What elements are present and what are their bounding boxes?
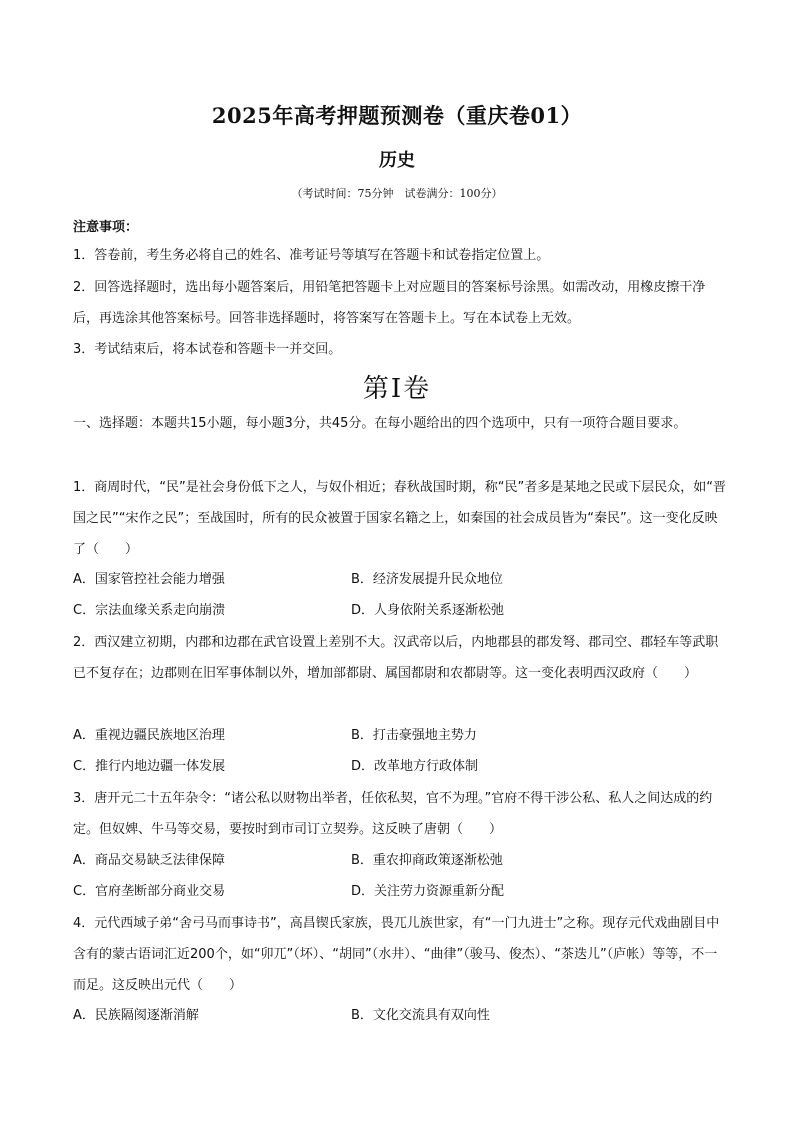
question-4-options-row-1 — [73, 1000, 728, 1031]
question-1-option-a[interactable]: A．国家管控社会能力增强 — [73, 572, 225, 587]
question-4-option-a[interactable]: A．民族隔阂逐渐消解 — [73, 1008, 199, 1023]
section-intro: 一、选择题：本题共15小题，每小题3分，共45分。在每小题给出的四个选项中，只有一项符合题目要求。 — [73, 416, 687, 431]
question-3-option-a[interactable]: A．商品交易缺乏法律保障 — [73, 853, 225, 868]
question-1-option-b[interactable]: B．经济发展提升民众地位 — [351, 572, 503, 587]
notice-title: 注意事项： — [73, 220, 139, 235]
question-2-options-row-2 — [73, 751, 728, 782]
question-4-option-b[interactable]: B．文化交流具有双向性 — [351, 1008, 490, 1023]
question-1-options-row-2 — [73, 595, 728, 626]
exam-info: （考试时间：75分钟 试卷满分：100分） — [291, 187, 503, 200]
question-2-option-d[interactable]: D．改革地方行政体制 — [351, 759, 479, 774]
question-2-options-row-1 — [73, 720, 728, 751]
question-3-options-row-2 — [73, 876, 728, 907]
notice-item-3: 3．考试结束后，将本试卷和答题卡一并交回。 — [73, 342, 342, 357]
subject-heading: 历史 — [379, 150, 415, 171]
question-3-stem: 3．唐开元二十五年杂令：“诸公私以财物出举者，任依私契，官不为理。”官府不得干涉公私、私人之间达成的约定。但奴婢、牛马等交易，要按时到市司订立契券。这反映了唐朝（ ） — [73, 791, 713, 837]
section-title: 第Ⅰ卷 — [362, 374, 432, 404]
question-2-option-a[interactable]: A．重视边疆民族地区治理 — [73, 728, 225, 743]
question-1-options-row-1 — [73, 564, 728, 595]
question-3-options-row-1 — [73, 845, 728, 876]
question-2-stem: 2．西汉建立初期，内郡和边郡在武官设置上差别不大。汉武帝以后，内地郡县的郡发弩、郡司空、郡轻车等武职已不复存在；边郡则在旧军事体制以外，增加部都尉、属国都尉和农都尉等。这一变化表明西汉政府（ ） — [73, 635, 719, 681]
question-1-option-c[interactable]: C．宗法血缘关系走向崩溃 — [73, 603, 226, 618]
question-3-option-d[interactable]: D．关注劳力资源重新分配 — [351, 884, 505, 899]
question-2-option-b[interactable]: B．打击豪强地主势力 — [351, 728, 477, 743]
question-3-option-c[interactable]: C．官府垄断部分商业交易 — [73, 884, 226, 899]
notice-item-2: 2．回答选择题时，选出每小题答案后，用铅笔把答题卡上对应题目的答案标号涂黑。如需改动，用橡皮擦干净后，再选涂其他答案标号。回答非选择题时，将答案写在答题卡上。写在本试卷上无效。 — [73, 280, 706, 326]
question-3-option-b[interactable]: B．重农抑商政策逐渐松弛 — [351, 853, 503, 868]
page-title: 2025年高考押题预测卷（重庆卷01） — [211, 103, 583, 128]
question-2-option-c[interactable]: C．推行内地边疆一体发展 — [73, 759, 226, 774]
question-4-stem: 4．元代西域子弟“舍弓马而事诗书”，高昌锲氏家族，畏兀儿族世家，有“一门九进士”之称。现存元代戏曲剧目中含有的蒙古语词汇近200个，如“卯兀”（坏）、“胡同”（水井）、“曲律”（骏马、俊杰）、“茶迭儿”（庐帐）等等，不一而足。这反映出元代（ ） — [73, 916, 720, 993]
question-1-stem: 1．商周时代，“民”是社会身份低下之人，与奴仆相近；春秋战国时期，称“民”者多是某地之民或下层民众，如“晋国之民”“宋作之民”；至战国时，所有的民众被置于国家名籍之上，如秦国的社会成员皆为“秦民”。这一变化反映了（ ） — [73, 480, 726, 557]
notice-item-1: 1．答卷前，考生务必将自己的姓名、准考证号等填写在答题卡和试卷指定位置上。 — [73, 248, 550, 263]
question-1-option-d[interactable]: D．人身依附关系逐渐松弛 — [351, 603, 505, 618]
